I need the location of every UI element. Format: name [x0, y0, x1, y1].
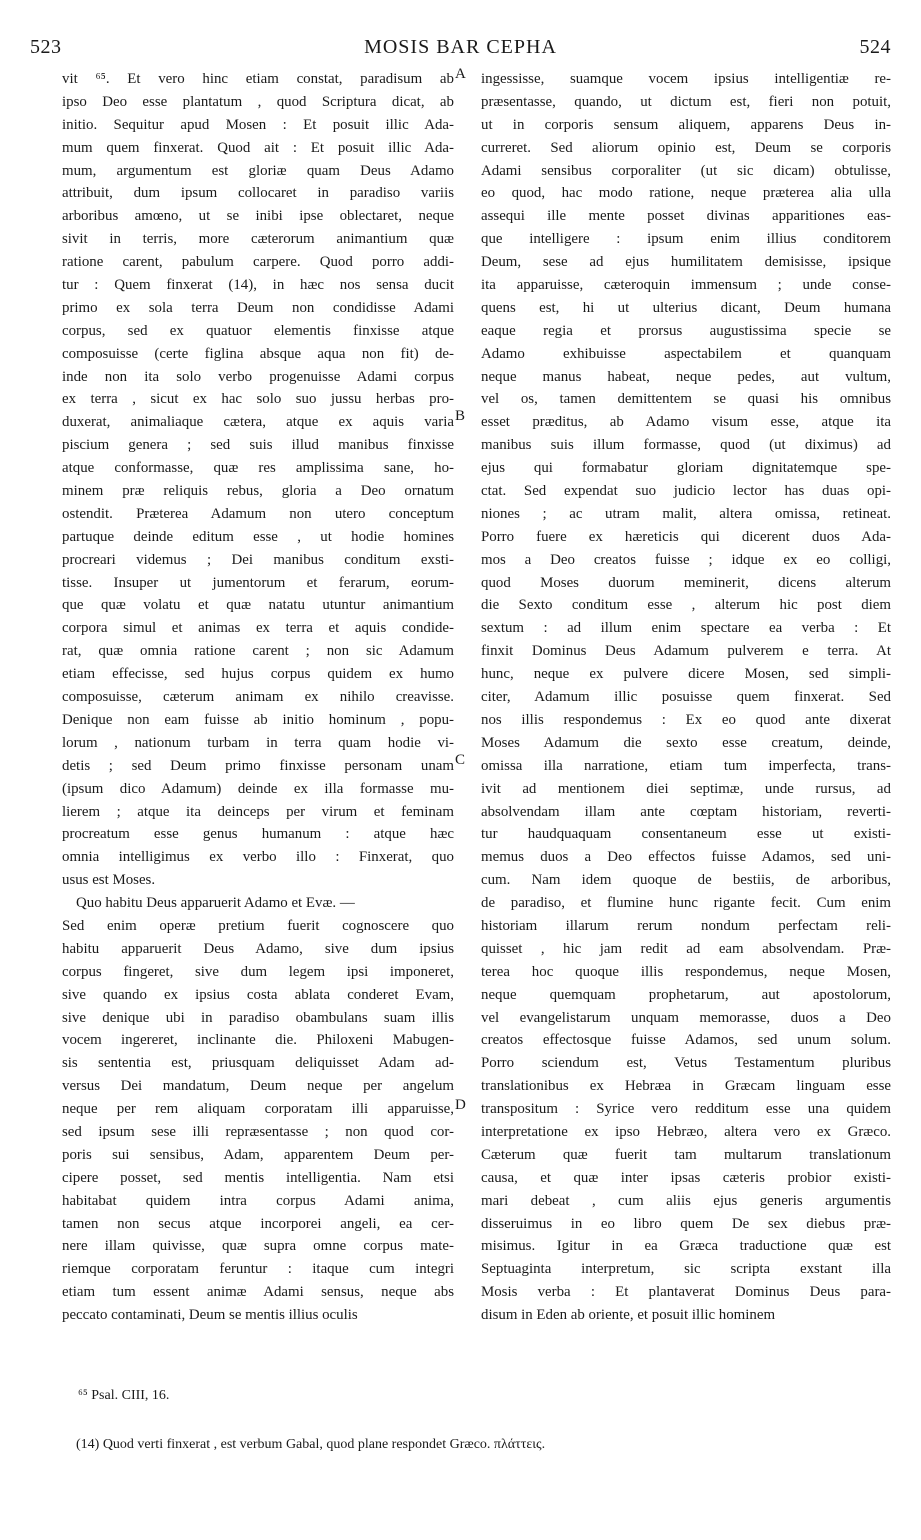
text-line: attribuit, dum ipsum collocaret in paradiso variis: [62, 185, 454, 202]
text-line: finxit Dominus Deus Adamum pulverem e terra. At: [481, 643, 891, 660]
text-line: usus est Moses.: [62, 872, 156, 889]
text-line: procreatum esse genus humanum : atque hæc: [62, 826, 454, 843]
text-line: arboribus amœno, ut se inibi ipse oblectaret, neque: [62, 208, 454, 225]
text-line: transpositum : Syrice vero redditum esse una quidem: [481, 1101, 891, 1118]
text-line: Adamo exhibuisse aspectabilem et quanquam: [481, 345, 891, 362]
text-line: neque quemquam prophetarum, aut apostolorum,: [481, 986, 891, 1003]
text-line: assequi ille mente posset divinas apparitiones eas-: [481, 208, 891, 225]
text-line: omnia intelligimus ex verbo illo : Finxerat, quo: [62, 849, 454, 866]
text-line: neque manus habeat, neque pedes, aut vultum,: [481, 368, 891, 385]
text-line: partuque deinde editum esse , ut hodie homines: [62, 528, 454, 545]
text-line: Porro sciendum est, Vetus Testamentum pluribus: [481, 1055, 891, 1072]
text-line: sed ipsum sese illi repræsentasse ; non quod cor-: [62, 1123, 454, 1140]
text-line: de paradiso, et flumine hunc rigante fecit. Cum enim: [481, 895, 891, 912]
text-line: mum quem finxerat. Quod ait : Et posuit illic Ada-: [62, 139, 454, 156]
page-number-right: 524: [859, 36, 891, 58]
text-line: eaque regia et prorsus augustissima specie se: [481, 322, 891, 339]
text-line: sive denique ubi in paradiso obambulans suam illis: [62, 1009, 454, 1026]
text-line: Septuaginta interpretum, sic scripta exstant illa: [481, 1261, 891, 1278]
text-line: hunc, neque ex pulvere dicere Mosen, sed simpli-: [481, 666, 891, 683]
text-line: minem præ reliquis rebus, gloria a Deo ornatum: [62, 483, 454, 500]
text-line: procreari videmus ; Dei manibus conditum exsti-: [62, 551, 454, 568]
text-line: composuisse, cæterum animam ex nihilo creavisse.: [62, 689, 454, 706]
text-line: composuisse (certe figlina absque aqua non fit) de-: [62, 345, 454, 362]
text-line: Adami sensibus corporaliter (ut sic dicam) obtulisse,: [481, 162, 891, 179]
text-line: Cæterum quæ fuerit tam multarum translationum: [481, 1146, 891, 1163]
text-line: inde non ita solo verbo progenuisse Adami corpus: [62, 368, 454, 385]
text-line: niones ; ac utram malit, altera omissa, retineat.: [481, 505, 891, 522]
text-line: versus Dei mandatum, Deum neque per angelum: [62, 1078, 454, 1095]
text-line: causa, et quæ inter ipsas cæteris probior existi-: [481, 1169, 891, 1186]
text-line: Denique non eam fuisse ab initio hominum , popu-: [62, 711, 454, 728]
text-line: ctat. Sed expendat suo judicio lector has duas opi-: [481, 483, 891, 500]
text-line: neque per rem aliquam corporatam illi apparuisse,: [62, 1101, 454, 1118]
text-line: corpus, sed ex quatuor elementis finxisse atque: [62, 322, 454, 339]
text-line: præsentasse, quando, ut dictum est, fieri non potuit,: [481, 93, 891, 110]
running-header: [0, 36, 921, 62]
text-line: interpretatione ex ipso Hebræo, altera vero ex Græco.: [481, 1123, 891, 1140]
text-line: Porro fuere ex hæreticis qui dicerent duos Ada-: [481, 528, 891, 545]
text-line: vel os, tamen demittentem se quasi his omnibus: [481, 391, 891, 408]
text-line: quens est, hi ut ulterius dicant, Deum humana: [481, 299, 891, 316]
text-line: citer, Adamum illic posuisse quem finxerat. Sed: [481, 689, 891, 706]
text-line: habitabat quidem intra corpus Adami anima,: [62, 1192, 454, 1209]
margin-marker-b: B: [455, 408, 466, 424]
text-line: memus duos a Deo effectos fuisse Adamos, sed uni-: [481, 849, 891, 866]
text-line: que intelligere : ipsum enim illius conditorem: [481, 231, 891, 248]
text-line: sive quando ex ipsius costa ablata conderet Evam,: [62, 986, 454, 1003]
text-line: die Sexto conditum esse , alterum hic post diem: [481, 597, 891, 614]
text-line: corpus fingeret, sive dum legem ipsi imponeret,: [62, 963, 454, 980]
text-line: tamen non secus atque incorporei angeli, ea cer-: [62, 1215, 454, 1232]
text-line: eo quod, hac modo ratione, neque præterea alia ulla: [481, 185, 891, 202]
text-line: tisse. Insuper ut jumentorum et ferarum, eorum-: [62, 574, 454, 591]
text-line: lorum , nationum turbam in terra quam hodie vi-: [62, 734, 454, 751]
text-line: rat, quæ omnia ratione carent ; non sic Adamum: [62, 643, 454, 660]
text-line: ratione carent, pabulum carpere. Quod porro addi-: [62, 254, 454, 271]
footnote-65: ⁶⁵ Psal. CIII, 16.: [78, 1388, 170, 1403]
text-line: sivit in terris, more cæterorum animantium quæ: [62, 231, 454, 248]
text-line: Moses Adamum die sexto esse creatum, deinde,: [481, 734, 891, 751]
margin-marker-d: D: [455, 1097, 466, 1113]
text-line: cipere posset, sed mentis intelligentia. Nam etsi: [62, 1169, 454, 1186]
text-line: ostendit. Præterea Adamum non utero conceptum: [62, 505, 454, 522]
text-line: (ipsum dico Adamum) deinde ex illa formasse mu-: [62, 780, 454, 797]
text-line: ut in corporis sensum aliquem, apparens Deus in-: [481, 116, 891, 133]
text-line: etiam tum essent animæ Adami sensus, neque abs: [62, 1284, 454, 1301]
text-line: corpora simul et animas ex terra et aquis condide-: [62, 620, 454, 637]
text-line: disseruimus in eo libro quem De sex diebus præ-: [481, 1215, 891, 1232]
text-line: ipso Deo esse plantatum , quod Scriptura dicat, ab: [62, 93, 454, 110]
text-line: curreret. Sed aliorum opinio est, Deum se corporis: [481, 139, 891, 156]
footnote-14: (14) Quod verti finxerat , est verbum Gabal, quod plane respondet Græco. πλάττεις.: [76, 1437, 546, 1452]
text-line: Deum, sese ad ejus humilitatem demisisse, ipsique: [481, 254, 891, 271]
text-line: mum, argumentum est gloriæ quam Deus Adamo: [62, 162, 454, 179]
text-line: riemque corporatam feruntur : itaque cum integri: [62, 1261, 454, 1278]
text-line: nere illam quivisse, quæ supra omne corpus mate-: [62, 1238, 454, 1255]
text-line: etiam effecisse, sed hujus corpus quidem ex humo: [62, 666, 454, 683]
left-column: [62, 68, 454, 1327]
text-line: ex terra , sicut ex hac solo suo jussu herbas pro-: [62, 391, 454, 408]
text-line: vit ⁶⁵. Et vero hinc etiam constat, paradisum ab: [62, 71, 454, 87]
text-line: tur haudquaquam consentaneum esse ut existi-: [481, 826, 891, 843]
text-line: peccato contaminati, Deum se mentis illius oculis: [62, 1307, 358, 1324]
text-line: mos a Deo creatos fuisse ; idque ex eo colligi,: [481, 551, 891, 568]
text-line: quod Moses duorum meminerit, dicens alterum: [481, 574, 891, 591]
text-line: lierem ; atque ita deinceps per virum et feminam: [62, 803, 454, 820]
text-line: quisset , hic jam redit ad eam absolvendam. Præ-: [481, 940, 891, 957]
text-line: ejus qui formabatur gloriam dignitatemque spe-: [481, 460, 891, 477]
margin-marker-a: A: [455, 66, 466, 82]
text-line: nos illis respondemus : Ex eo quod ante dixerat: [481, 711, 891, 728]
text-line: atque conformasse, quæ res amplissima sane, ho-: [62, 460, 454, 477]
text-line: omissa illa narratione, etiam tum imperfecta, trans-: [481, 757, 891, 774]
running-title: MOSIS BAR CEPHA: [364, 36, 557, 58]
text-line: detis ; sed Deum primo finxisse personam unam: [62, 757, 454, 774]
text-line: manibus suis illum formasse, quod (ut diximus) ad: [481, 437, 891, 454]
text-line: ivit ad mentionem diei septimæ, unde rursus, ad: [481, 780, 891, 797]
text-line: initio. Sequitur apud Mosen : Et posuit illic Ada-: [62, 116, 454, 133]
text-line: poris sui sensibus, Adam, apparentem Deum per-: [62, 1146, 454, 1163]
text-line: habitu apparuerit Deus Adamo, sive dum ipsius: [62, 940, 454, 957]
text-line: terea hoc quoque illis respondemus, neque Mosen,: [481, 963, 891, 980]
text-line: Mosis verba : Et plantaverat Dominus Deus para-: [481, 1284, 891, 1301]
text-line: absolvendam illam ante cœptam historiam, reverti-: [481, 803, 891, 820]
text-line: Quo habitu Deus apparuerit Adamo et Evæ. —: [76, 895, 355, 912]
text-line: tur : Quem finxerat (14), in hæc nos sensa ducit: [62, 277, 454, 294]
text-line: vocem ingereret, inclinante die. Philoxeni Mabugen-: [62, 1032, 454, 1049]
text-line: vel evangelistarum unquam memorasse, duos a Deo: [481, 1009, 891, 1026]
text-line: Sed enim operæ pretium fuerit cognoscere quo: [62, 917, 454, 934]
text-line: misimus. Igitur in ea Græca traductione quæ est: [481, 1238, 891, 1255]
text-line: sextum : ad illum enim spectare ea verba : Et: [481, 620, 891, 637]
page-number-left: 523: [30, 36, 62, 58]
text-line: disum in Eden ab oriente, et posuit illic hominem: [481, 1307, 776, 1324]
text-line: cum. Nam idem quoque de bestiis, de arboribus,: [481, 872, 891, 889]
text-line: duxerat, animaliaque cætera, atque ex aquis varia: [62, 414, 454, 431]
text-line: ingessisse, suamque vocem ipsius intelligentiæ re-: [481, 71, 891, 87]
text-line: sis sententia est, priusquam deliquisset Adam ad-: [62, 1055, 454, 1072]
text-line: ita apparuisse, cæteroquin immensum ; unde conse-: [481, 277, 891, 294]
text-line: mari debeat , cum aliis ejus generis argumentis: [481, 1192, 891, 1209]
text-line: piscium genera ; sed suis illud manibus finxisse: [62, 437, 454, 454]
text-line: primo ex sola terra Deum non condidisse Adami: [62, 299, 454, 316]
text-line: translationibus ex Hebræa in Græcam linguam esse: [481, 1078, 891, 1095]
text-line: creatos effectosque fuisse Adamos, sed unum solum.: [481, 1032, 891, 1049]
margin-marker-c: C: [455, 752, 466, 768]
text-line: esset præditus, ab Adamo visum esse, atque ita: [481, 414, 891, 431]
right-column: [481, 68, 891, 1327]
text-line: historiam illarum rerum nondum perfectam reli-: [481, 917, 891, 934]
text-line: que quæ volatu et quæ natatu utuntur animantium: [62, 597, 454, 614]
